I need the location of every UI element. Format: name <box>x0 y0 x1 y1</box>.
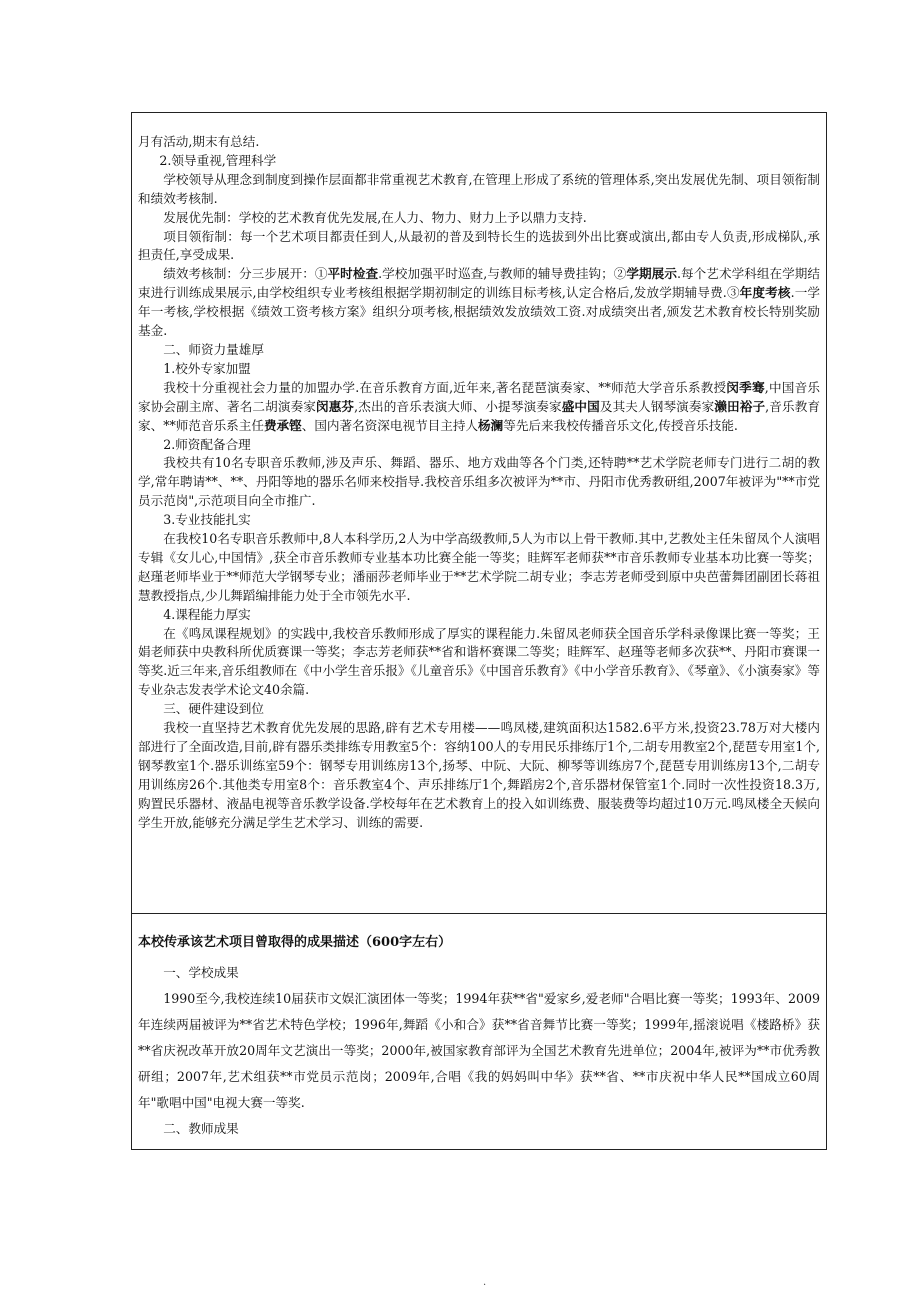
bold-name: 濑田裕子 <box>714 398 766 414</box>
text: ,音乐教育家、**师范音乐系主任 <box>138 398 821 433</box>
paragraph-experts <box>138 379 820 436</box>
text: 、国内著名资深电视节目主持人 <box>301 417 479 433</box>
text: ,杰出的音乐表演大师、小提琴演奏家 <box>354 398 562 414</box>
text: 等先后来我校传播音乐文化,传授音乐技能. <box>503 417 738 433</box>
paragraph: 1990至今,我校连续10届获市文娱汇演团体一等奖；1994年获**省"爱家乡,爱老师"合唱比赛一等奖；1993年、2009年连续两届被评为**省艺术特色学校；1996年,舞蹈《小和合》获**省音舞节比赛一等奖；1999年,摇滚说唱《楼路桥》获**省庆祝改革开放20周年文艺演出一等奖；2000年,被国家教育部评为全国艺术教育先进单位；2004年,被评为**市优秀教研组；2007年,艺术组获**市党员示范岗；2009年,合唱《我的妈妈叫中华》获**省、**市庆祝中华人民**国成立60周年"歌唱中国"电视大赛一等奖. <box>138 991 820 1110</box>
paragraph-performance-assessment <box>138 265 820 341</box>
bold-term: 年度考核 <box>739 285 791 301</box>
bold-term: 学期展示 <box>626 266 677 282</box>
section-title: 二、教师成果 <box>163 1121 239 1136</box>
row-divider <box>132 913 826 914</box>
bold-name: 杨澜 <box>478 417 504 433</box>
paragraph: 我校一直坚持艺术教育优先发展的思路,辟有艺术专用楼——鸣凤楼,建筑面积达1582.6平方米,投资23.78万对大楼内部进行了全面改造,目前,辟有器乐类排练专用教室5个：容纳100人的专用民乐排练厅1个,二胡专用教室2个,琵琶专用室1个,钢琴教室1个.器乐训练室59个：钢琴专用训练房13个,扬琴、中阮、大阮、柳琴等训练房7个,琵琶专用训练房13个,二胡专用训练房26个.其他类专用室8个：音乐教室4个、声乐排练厅1个,舞蹈房2个,音乐器材保管室1个.同时一次性投资18.3万,购置民乐器材、液晶电视等音乐教学设备.学校每年在艺术教育上的投入如训练费、服装费等均超过10万元.鸣凤楼全天候向学生开放,能够充分满足学生艺术学习、训练的需要. <box>138 720 820 830</box>
text: 及其夫人钢琴演奏家 <box>599 398 715 414</box>
section-teacher-and-facilities <box>138 133 820 833</box>
text: .一学年一考核,学校根据《绩效工资考核方案》组织分项考核,根据绩效发放绩效工资.对成绩突出者,颁发艺术教育校长特别奖励基金. <box>138 285 821 339</box>
paragraph: 我校共有10名专职音乐教师,涉及声乐、舞蹈、器乐、地方戏曲等各个门类,还特聘**艺术学院老师专门进行二胡的教学,常年聘请**、**、丹阳等地的器乐名师来校指导.我校音乐组多次被评为**市、丹阳市优秀教研组,2007年被评为"**市党员示范岗",示范项目向全市推广. <box>138 455 820 509</box>
subheading: 2.领导重视,管理科学 <box>159 152 277 168</box>
subheading: 3.专业技能扎实 <box>163 512 251 528</box>
text: 绩效考核制：分三步展开：① <box>163 266 328 282</box>
section-achievements <box>138 930 820 1142</box>
bold-term: 平时检查 <box>327 266 379 282</box>
subheading: 4.课程能力厚实 <box>163 606 251 622</box>
subheading: 2.师资配备合理 <box>163 436 251 452</box>
paragraph: 项目领衔制：每一个艺术项目都责任到人,从最初的普及到特长生的选拔到外出比赛或演出,都由专人负责,形成梯队,承担责任,享受成果. <box>138 228 820 263</box>
text: 我校十分重视社会力量的加盟办学.在音乐教育方面,近年来,著名琵琶演奏家、**师范大学音乐系教授 <box>163 379 727 395</box>
text: .每个艺术学科组在学期结束进行训练成果展示,由学校组织专业考核组根据学期初制定的训练目标考核,认定合格后,发放学期辅导费.③ <box>138 266 821 301</box>
bold-name: 闵惠芬 <box>316 398 355 414</box>
section-title: 三、硬件建设到位 <box>163 701 264 717</box>
bold-name: 闵季骞 <box>726 379 765 395</box>
content-table <box>131 112 827 1150</box>
paragraph: 发展优先制：学校的艺术教育优先发展,在人力、物力、财力上予以鼎力支持. <box>163 209 587 225</box>
section-title: 二、师资力量雄厚 <box>163 341 264 357</box>
paragraph: 在我校10名专职音乐教师中,8人本科学历,2人为中学高级教师,5人为市以上骨干教师.其中,艺教处主任朱留凤个人演唱专辑《女儿心,中国情》,获全市音乐教师专业基本功比赛全能一等奖；眭辉军老师获**市音乐教师专业基本功比赛一等奖；赵瑾老师毕业于**师范大学钢琴专业；潘丽莎老师毕业于**艺术学院二胡专业；李志芳老师受到原中央芭蕾舞团副团长蒋祖慧教授指点,少儿舞蹈编排能力处于全市领先水平. <box>138 531 820 603</box>
text: .学校加强平时巡查,与教师的辅导费挂钩；② <box>378 266 627 282</box>
paragraph: 学校领导从理念到制度到操作层面都非常重视艺术教育,在管理上形成了系统的管理体系,突出发展优先制、项目领衔制和绩效考核制. <box>138 171 820 206</box>
achievements-heading: 本校传承该艺术项目曾取得的成果描述（600字左右） <box>138 935 452 950</box>
paragraph: 在《鸣凤课程规划》的实践中,我校音乐教师形成了厚实的课程能力.朱留凤老师获全国音乐学科录像课比赛一等奖；王娟老师获中央教科所优质赛课一等奖；李志芳老师获**省和谐杯赛课二等奖；眭辉军、赵瑾等老师多次获**、丹阳市赛课一等奖.近三年来,音乐组教师在《中小学生音乐报》《儿童音乐》《中国音乐教育》《中小学音乐教育》、《琴童》、《小演奏家》等专业杂志发表学术论文40余篇. <box>138 625 820 698</box>
paragraph: 月有活动,期末有总结. <box>138 134 260 149</box>
subheading: 1.校外专家加盟 <box>163 360 251 376</box>
bold-name: 费承铿 <box>263 417 302 433</box>
section-title: 一、学校成果 <box>163 965 239 980</box>
page-footer-mark: . <box>483 1277 487 1288</box>
bold-name: 盛中国 <box>561 398 600 414</box>
text: ,中国音乐家协会副主席、著名二胡演奏家 <box>138 379 820 414</box>
